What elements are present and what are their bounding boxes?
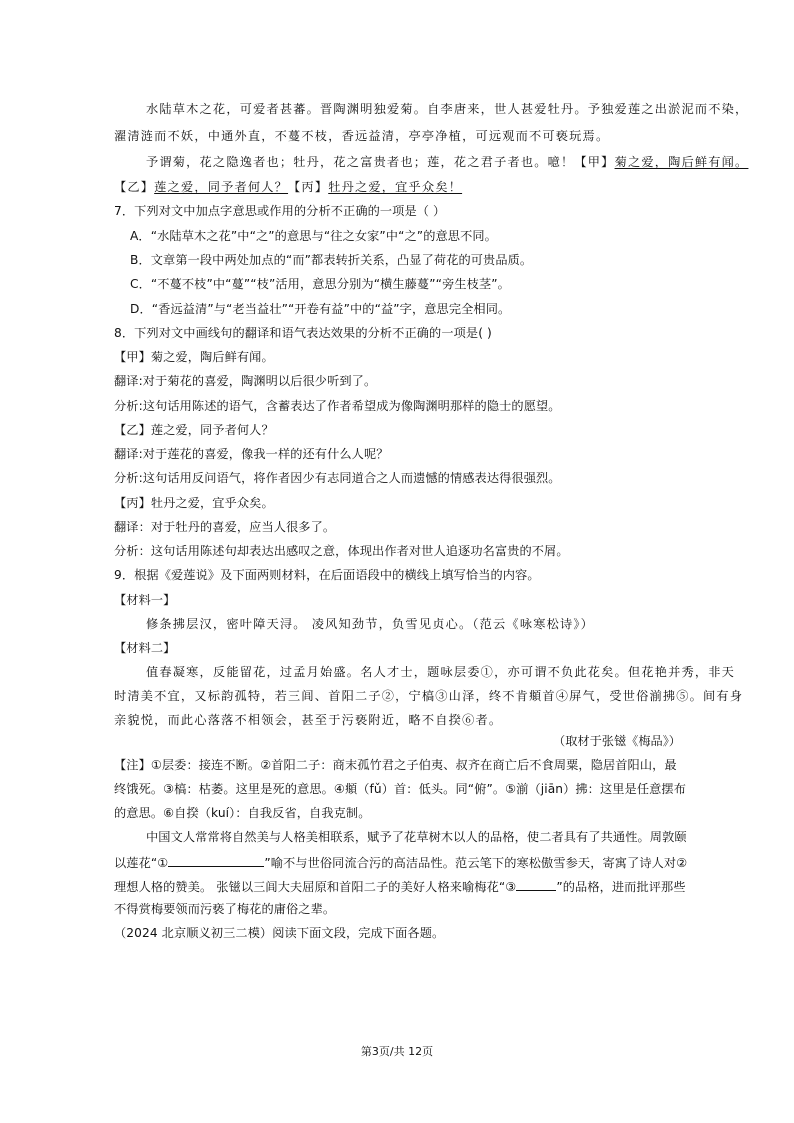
blank-1[interactable] <box>168 853 264 867</box>
material-2-line: 值春凝寒，反能留花，过孟月始盛。名人才士，题咏层委①，亦可谓不负此花矣。但花艳并秀，非天 <box>146 665 736 679</box>
underlined-sentence-bing: 牡丹之爱，宜乎众矣！ <box>328 180 463 194</box>
q8-yi-translation: 翻译:对于莲花的喜爱，像我一样的还有什么人呢？ <box>114 447 389 461</box>
blank-3[interactable] <box>516 877 556 891</box>
underlined-sentence-yi: 莲之爱，同予者何人？ <box>154 180 289 194</box>
q8-yi-analysis: 分析:这句话用反问语气，将作者因少有志同道合之人而遗憾的情感表达得很强烈。 <box>114 471 561 485</box>
underlined-sentence-jia: 菊之爱，陶后鲜有闻。 <box>614 155 749 169</box>
question-7-option-c: C．“不蔓不枝”中“蔓”“枝”活用，意思分别为“横生藤蔓”“旁生枝茎”。 <box>130 277 510 291</box>
bracket-label: 【丙】 <box>288 180 329 194</box>
question-8-stem: 8．下列对文中画线句的翻译和语气表达效果的分析不正确的一项是( ) <box>114 326 492 340</box>
question-7-stem: 7．下列对文中加点字意思或作用的分析不正确的一项是（ ） <box>114 204 446 218</box>
q8-jia-analysis: 分析:这句话用陈述的语气，含蓄表达了作者希望成为像陶渊明那样的隐士的愿望。 <box>114 399 561 413</box>
q8-bing: 【丙】牡丹之爱，宜乎众矣。 <box>114 496 274 510</box>
question-9-stem: 9．根据《爱莲说》及下面两则材料，在后面语段中的横线上填写恰当的内容。 <box>114 568 540 582</box>
material-2-line: 时清美不宜，又标韵孤特，若三闾、首阳二子②，宁槁③山泽，终不肯頫首④屏气，受世俗湔拂⑤。间有身 <box>114 689 744 703</box>
q8-bing-analysis: 分析：这句话用陈述句却表达出感叹之意，体现出作者对世人追逐功名富贵的不屑。 <box>114 544 569 558</box>
paragraph-text: 理想人格的赞美。 张镃以三闾大夫屈原和首阳二子的美好人格来喻梅花“③ <box>114 880 517 894</box>
material-2-line: 亲貌悦，而此心落落不相领会，甚至于污亵附近，略不自揆⑥者。 <box>114 713 503 727</box>
passage-line: 濯清涟而不妖，中通外直，不蔓不枝，香远益清，亭亭净植，可远观而不可亵玩焉。 <box>114 129 610 143</box>
note-line: 终饿死。③槁：枯萎。这里是死的意思。④頫（fǔ）首：低头。同“俯”。⑤湔（jiān）拂：这里是任意摆布 <box>114 782 686 796</box>
next-section-intro: （2024 北京顺义初三二模）阅读下面文段，完成下面各题。 <box>114 926 445 940</box>
material-2-source: （取材于张镃《梅品》） <box>553 734 681 748</box>
passage-text: 予谓菊，花之隐逸者也；牡丹，花之富贵者也；莲，花之君子者也。噫！【甲】 <box>146 155 615 169</box>
q8-jia: 【甲】菊之爱，陶后鲜有闻。 <box>114 350 274 364</box>
answer-paragraph-line <box>114 853 687 871</box>
q8-yi: 【乙】莲之爱，同予者何人？ <box>114 423 274 437</box>
material-2-title: 【材料二】 <box>114 641 176 655</box>
passage-line <box>114 179 462 195</box>
question-7-option-d: D．“香远益清”与“老当益壮”“开卷有益”中的“益”字，意思完全相同。 <box>130 302 511 316</box>
material-1-text: 修条拂层汉，密叶障天浔。 凌风知劲节，负雪见贞心。（范云《咏寒松诗》） <box>146 617 595 631</box>
paragraph-text: ”的品格，进而批评那些 <box>556 880 686 894</box>
note-line: 的意思。⑥自揆（kuí）：自我反省，自我克制。 <box>114 806 371 820</box>
q8-bing-translation: 翻译：对于牡丹的喜爱，应当人很多了。 <box>114 520 336 534</box>
page-footer: 第3页/共 12页 <box>360 1045 434 1058</box>
answer-paragraph-line: 中国文人常常将自然美与人格美相联系，赋予了花草树木以人的品格，使二者具有了共通性。周敦颐 <box>146 830 687 844</box>
answer-paragraph-line <box>114 877 686 895</box>
passage-line: 水陆草木之花，可爱者甚蕃。晋陶渊明独爱菊。自李唐来，世人甚爱牡丹。予独爱莲之出淤泥而不染， <box>146 102 749 116</box>
passage-line <box>146 154 748 170</box>
bracket-label: 【乙】 <box>114 180 155 194</box>
question-7-option-a: A．“水陆草木之花”中“之”的意思与“往之女家”中“之”的意思不同。 <box>130 229 497 243</box>
q8-jia-translation: 翻译:对于菊花的喜爱，陶渊明以后很少听到了。 <box>114 374 377 388</box>
question-7-option-b: B．文章第一段中两处加点的“而”都表转折关系，凸显了荷花的可贵品质。 <box>130 253 533 267</box>
paragraph-text: ”喻不与世俗同流合污的高洁品性。范云笔下的寒松傲雪参天，寄寓了诗人对② <box>264 856 688 870</box>
material-1-title: 【材料一】 <box>114 593 176 607</box>
note-line: 【注】①层委：接连不断。②首阳二子：商末孤竹君之子伯夷、叔齐在商亡后不食周粟，隐居首阳山，最 <box>114 758 677 772</box>
paragraph-text: 以莲花“① <box>114 856 169 870</box>
answer-paragraph-line: 不得赏梅要领而污亵了梅花的庸俗之辈。 <box>114 902 336 916</box>
